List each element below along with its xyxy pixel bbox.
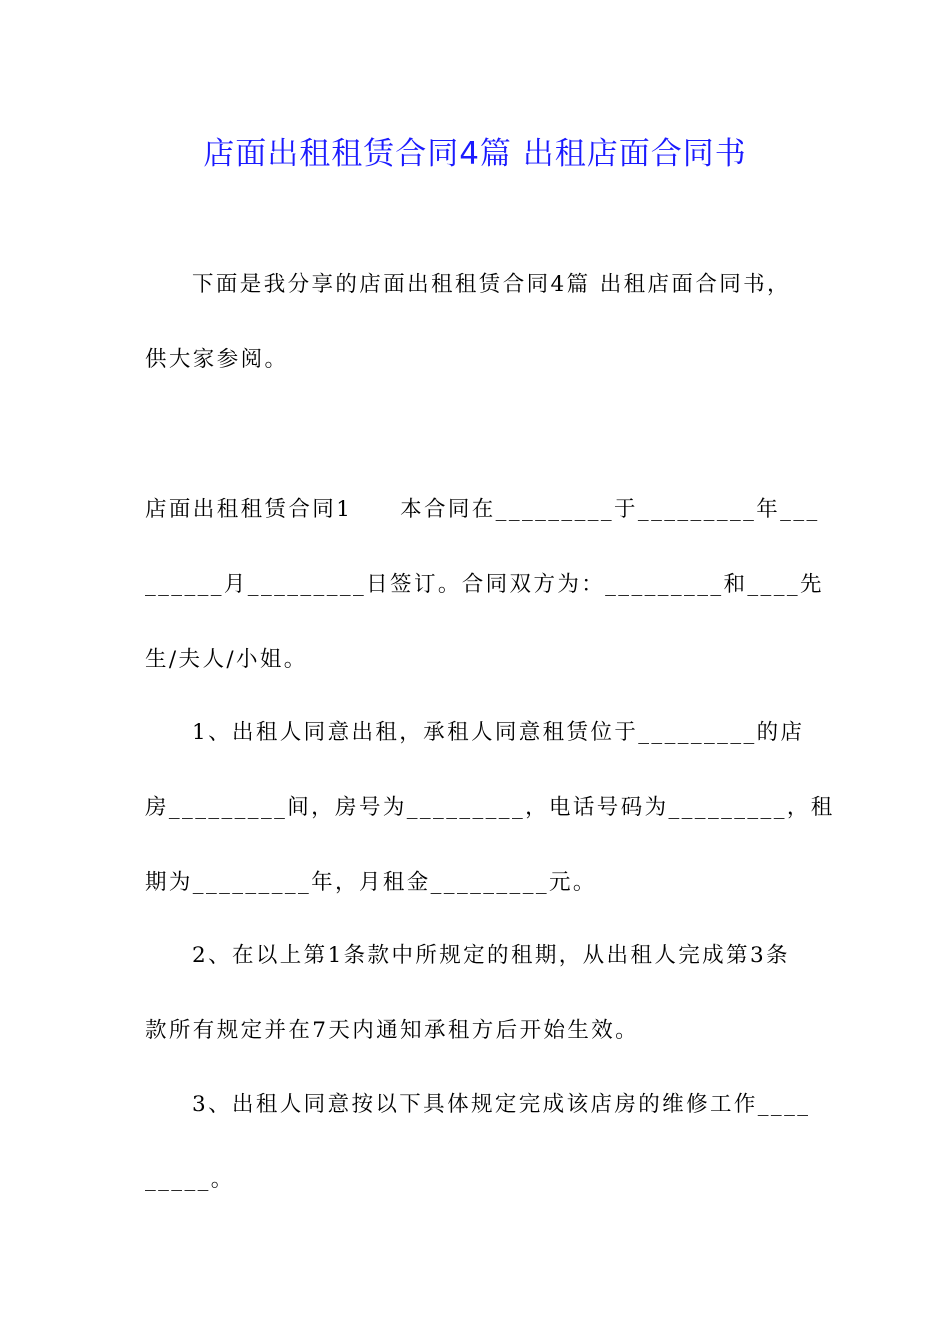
clause-2-line-2: 款所有规定并在7天内通知承租方后开始生效。: [145, 1018, 640, 1043]
document-title: 店面出租租赁合同4篇 出租店面合同书: [203, 136, 747, 172]
intro-line-1: 下面是我分享的店面出租租赁合同4篇 出租店面合同书，: [192, 272, 791, 297]
contract-line-1: 店面出租租赁合同1 本合同在_________于_________年___: [145, 497, 820, 522]
clause-1-line-1: 1、出租人同意出租，承租人同意租赁位于_________的店: [192, 720, 805, 745]
intro-line-2: 供大家参阅。: [145, 347, 289, 372]
clause-3-line-1: 3、出租人同意按以下具体规定完成该店房的维修工作____: [192, 1092, 811, 1117]
clause-1-line-2: 房_________间，房号为_________，电话号码为_________，租: [145, 795, 835, 820]
clause-1-line-3: 期为_________年，月租金_________元。: [145, 870, 597, 895]
clause-3-line-2: _____。: [145, 1167, 235, 1192]
contract-line-3: 生/夫人/小姐。: [145, 647, 308, 672]
clause-2-line-1: 2、在以上第1条款中所规定的租期，从出租人完成第3条: [192, 943, 790, 968]
contract-line-2: ______月_________日签订。合同双方为：_________和____先: [145, 572, 824, 597]
